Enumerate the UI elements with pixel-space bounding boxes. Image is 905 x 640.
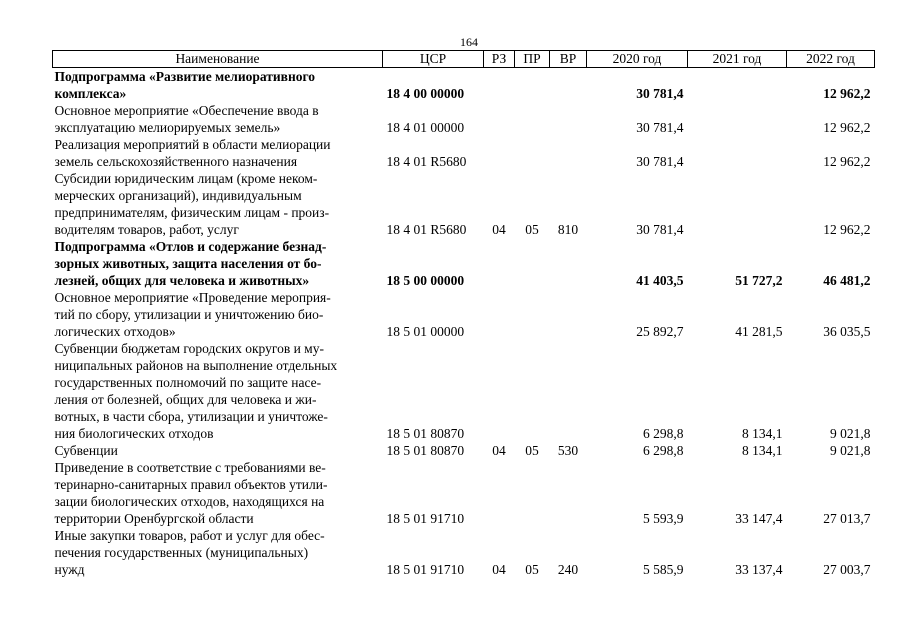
cell-vr bbox=[550, 102, 587, 136]
cell-2022: 27 013,7 bbox=[823, 511, 871, 526]
cell-pr: 05 bbox=[525, 443, 539, 458]
table-row bbox=[53, 238, 875, 289]
cell-2021: 51 727,2 bbox=[735, 273, 783, 288]
cell-vr: 810 bbox=[557, 222, 579, 237]
cell-rz bbox=[484, 238, 515, 289]
cell-2021: 33 147,4 bbox=[735, 511, 783, 526]
cell-name: Реализация мероприятий в области мелиорации земель сельскохозяйственного назначения bbox=[54, 137, 331, 169]
cell-csr: 18 4 01 R5680 bbox=[386, 222, 467, 237]
cell-pr bbox=[515, 102, 550, 136]
cell-name: Основное мероприятие «Обеспечение ввода в эксплуатацию мелиорируемых земель» bbox=[54, 103, 319, 135]
cell-2022: 27 003,7 bbox=[823, 562, 871, 577]
cell-vr bbox=[550, 340, 587, 442]
cell-vr: 530 bbox=[557, 443, 579, 458]
table-row bbox=[53, 340, 875, 442]
cell-rz: 04 bbox=[492, 562, 506, 577]
cell-csr: 18 4 01 00000 bbox=[386, 120, 465, 135]
header-rz: РЗ bbox=[484, 51, 515, 68]
cell-pr: 05 bbox=[525, 562, 539, 577]
cell-name: Субвенции bbox=[54, 443, 118, 458]
table-row bbox=[53, 459, 875, 527]
cell-csr: 18 5 01 80870 bbox=[386, 426, 465, 441]
cell-name: Иные закупки товаров, работ и услуг для обес- печения государственных (муниципальных) нужд bbox=[54, 528, 325, 577]
header-name: Наименование bbox=[53, 51, 383, 68]
cell-2022: 9 021,8 bbox=[830, 443, 871, 458]
cell-rz bbox=[484, 340, 515, 442]
table-row bbox=[53, 170, 875, 238]
cell-2020: 30 781,4 bbox=[636, 154, 684, 169]
header-2022: 2022 год bbox=[787, 51, 875, 68]
cell-pr bbox=[515, 238, 550, 289]
cell-name: Субсидии юридическим лицам (кроме неком- мерческих организаций), индивидуальным предпринимателям, физическим лицам - произ- водителям товаров, работ, услуг bbox=[54, 171, 330, 237]
cell-2020: 5 593,9 bbox=[643, 511, 684, 526]
table-row bbox=[53, 289, 875, 340]
cell-2020: 5 585,9 bbox=[643, 562, 684, 577]
cell-2021 bbox=[688, 170, 787, 238]
page-number: 164 bbox=[460, 35, 478, 49]
cell-name: Субвенции бюджетам городских округов и му- ниципальных районов на выполнение отдельных государственных полномочий по защите насе- ления от болезней, общих для человека и жи- вотных, в части сбора, утилизации и уничтоже- ния биологических отходов bbox=[54, 341, 338, 441]
header-row bbox=[53, 51, 875, 68]
table-row bbox=[53, 442, 875, 459]
cell-2022: 12 962,2 bbox=[823, 86, 871, 101]
cell-2022: 46 481,2 bbox=[823, 273, 871, 288]
cell-2020: 41 403,5 bbox=[636, 273, 684, 288]
cell-name: Основное мероприятие «Проведение мероприя- тий по сбору, утилизации и уничтожению био- логических отходов» bbox=[54, 290, 331, 339]
cell-csr: 18 4 00 00000 bbox=[386, 86, 465, 101]
cell-csr: 18 4 01 R5680 bbox=[386, 154, 467, 169]
cell-2022: 36 035,5 bbox=[823, 324, 871, 339]
cell-csr: 18 5 01 00000 bbox=[386, 324, 465, 339]
cell-vr bbox=[550, 238, 587, 289]
header-2021: 2021 год bbox=[688, 51, 787, 68]
cell-pr bbox=[515, 289, 550, 340]
cell-2021 bbox=[688, 102, 787, 136]
cell-rz bbox=[484, 136, 515, 170]
cell-2020: 6 298,8 bbox=[643, 426, 684, 441]
cell-2022: 9 021,8 bbox=[830, 426, 871, 441]
cell-pr bbox=[515, 68, 550, 103]
cell-name: Подпрограмма «Развитие мелиоративного комплекса» bbox=[54, 69, 316, 101]
table-row bbox=[53, 102, 875, 136]
cell-rz bbox=[484, 68, 515, 103]
cell-2020: 6 298,8 bbox=[643, 443, 684, 458]
cell-2021: 33 137,4 bbox=[735, 562, 783, 577]
cell-rz: 04 bbox=[492, 443, 506, 458]
cell-rz bbox=[484, 459, 515, 527]
cell-vr bbox=[550, 289, 587, 340]
cell-rz bbox=[484, 102, 515, 136]
cell-csr: 18 5 01 91710 bbox=[386, 511, 465, 526]
header-2020: 2020 год bbox=[587, 51, 688, 68]
cell-csr: 18 5 01 80870 bbox=[386, 443, 465, 458]
cell-2021: 41 281,5 bbox=[735, 324, 783, 339]
cell-2020: 30 781,4 bbox=[636, 120, 684, 135]
table-row bbox=[53, 527, 875, 578]
cell-pr bbox=[515, 340, 550, 442]
header-csr: ЦСР bbox=[383, 51, 484, 68]
cell-vr bbox=[550, 459, 587, 527]
cell-2020: 30 781,4 bbox=[636, 222, 684, 237]
cell-2022: 12 962,2 bbox=[823, 154, 871, 169]
cell-2022: 12 962,2 bbox=[823, 222, 871, 237]
cell-csr: 18 5 00 00000 bbox=[386, 273, 465, 288]
cell-vr bbox=[550, 68, 587, 103]
cell-2021 bbox=[688, 136, 787, 170]
cell-vr bbox=[550, 136, 587, 170]
header-pr: ПР bbox=[515, 51, 550, 68]
budget-table bbox=[52, 50, 875, 578]
cell-2020: 25 892,7 bbox=[636, 324, 684, 339]
cell-csr: 18 5 01 91710 bbox=[386, 562, 465, 577]
cell-2021 bbox=[688, 68, 787, 103]
table-body bbox=[53, 68, 875, 579]
cell-pr bbox=[515, 136, 550, 170]
cell-2021: 8 134,1 bbox=[742, 443, 783, 458]
cell-name: Подпрограмма «Отлов и содержание безнад- зорных животных, защита населения от бо- лезней, общих для человека и животных» bbox=[54, 239, 327, 288]
cell-pr: 05 bbox=[525, 222, 539, 237]
header-vr: ВР bbox=[550, 51, 587, 68]
table-row bbox=[53, 136, 875, 170]
cell-2022: 12 962,2 bbox=[823, 120, 871, 135]
cell-rz: 04 bbox=[492, 222, 506, 237]
cell-rz bbox=[484, 289, 515, 340]
table-row bbox=[53, 68, 875, 103]
cell-name: Приведение в соответствие с требованиями ве- теринарно-санитарных правил объектов утили- зации биологических отходов, находящихся на территории Оренбургской области bbox=[54, 460, 328, 526]
cell-pr bbox=[515, 459, 550, 527]
cell-vr: 240 bbox=[557, 562, 579, 577]
cell-2020: 30 781,4 bbox=[636, 86, 684, 101]
cell-2021: 8 134,1 bbox=[742, 426, 783, 441]
